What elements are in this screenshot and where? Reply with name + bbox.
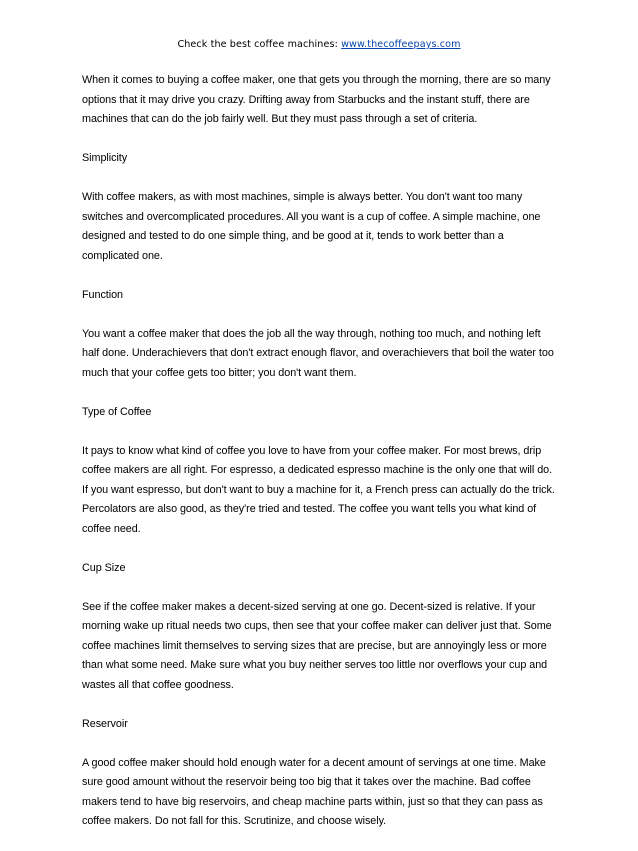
intro-paragraph: When it comes to buying a coffee maker, one that gets you through the morning, there are so many options that it may drive you crazy. Drifting away from Starbucks and the instant stuff, there are machines that can do the job fairly well. But they must pass through a set of criteria. — [82, 74, 551, 125]
article-body — [82, 71, 558, 851]
website-link[interactable]: www.thecoffeepays.com — [341, 39, 461, 50]
section-body-function: You want a coffee maker that does the job all the way through, nothing too much, and nothing left half done. Underachievers that don't extract enough flavor, and overachievers that boil the water too much that your coffee gets too bitter; you don't want them. — [82, 327, 554, 379]
section-body-type-of-coffee: It pays to know what kind of coffee you love to have from your coffee maker. For most brews, drip coffee makers are all right. For espresso, a dedicated espresso machine is the only one that will do. If you want espresso, but don't want to buy a machine for it, a French press can actually do the trick. Percolators are also good, as they're tried and tested. The coffee you want tells you what kind of coffee need. — [82, 444, 555, 535]
page-header — [0, 39, 638, 50]
section-body-cup-size: See if the coffee maker makes a decent-sized serving at one go. Decent-sized is relative. If your morning wake up ritual needs two cups, then see that your coffee maker can deliver just that. Some coffee machines limit themselves to serving sizes that are precise, but are annoyingly less or more than what some need. Make sure what you buy neither serves too little nor overflows your cup and wastes all that coffee goodness. — [82, 600, 552, 691]
section-heading-simplicity: Simplicity — [82, 152, 128, 164]
header-prefix: Check the best coffee machines: — [177, 39, 338, 50]
section-heading-reservoir: Reservoir — [82, 717, 128, 730]
section-heading-function: Function — [82, 288, 124, 301]
section-heading-cup-size: Cup Size — [82, 561, 126, 574]
section-body-reservoir: A good coffee maker should hold enough water for a decent amount of servings at one time. Make sure good amount without the reservoir being too big that it takes over the machine. Bad coffee makers tend to have big reservoirs, and cheap machine parts within, just so that they can pass as coffee makers. Do not fall for this. Scrutinize, and choose wisely. — [82, 756, 546, 827]
section-body-simplicity: With coffee makers, as with most machines, simple is always better. You don't want too many switches and overcomplicated procedures. All you want is a cup of coffee. A simple machine, one designed and tested to do one simple thing, and be good at it, tends to work better than a complicated one. — [82, 191, 541, 262]
section-heading-type-of-coffee: Type of Coffee — [82, 405, 152, 418]
